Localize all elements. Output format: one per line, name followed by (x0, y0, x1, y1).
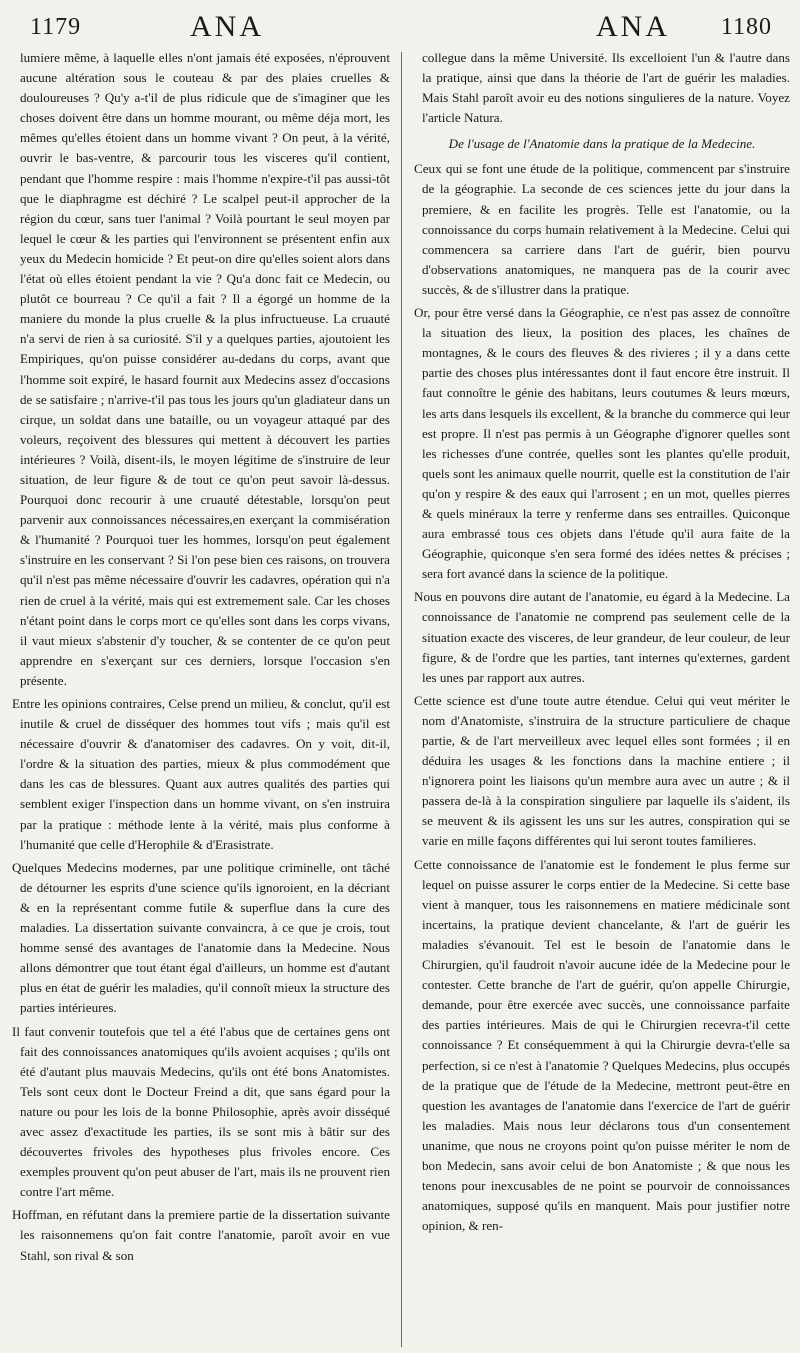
paragraph: Entre les opinions contraires, Celse prend un milieu, & conclut, qu'il est inutile & cruel de disséquer des hommes tout vifs ; mais qu'il est nécessaire d'ouvrir & d'anatomiser des cadavres. On y voit, dit-il, l'ordre & la situation des parties, mieux & plus commodément que dans les cas de blessures. Quant aux autres qualités des parties qui semblent exiger l'inspection dans un homme vivant, on s'en instruira par la pratique : méthode lente à la vérité, mais plus conforme à l'humanité que celle d'Herophile & d'Erasistrate. (12, 696, 390, 852)
headword-right: ANA (596, 10, 670, 43)
section-title: De l'usage de l'Anatomie dans la pratique de la Medecine. (448, 136, 756, 152)
paragraph: Cette connoissance de l'anatomie est le fondement le plus ferme sur lequel on puisse assurer le corps entier de la Medecine. Si cette base vient à manquer, tous les raisonnemens en matiere médicinale sont incertains, la pratique devient chancelante, & l'art de guérir les maladies s'évanouit. Tel est le besoin de l'anatomie dans le Chirurgien, qu'il faudroit n'avoir aucune idée de la Medecine pour le contester. Cette branche de l'art de guérir, qu'on appelle Chirurgie, demande, pour être exercée avec succès, une connoissance parfaite des parties intérieures. Mais de qui le Chirurgien recevra-t'il cette connoissance ? Et conséquemment à qui la Chirurgie devra-t'elle sa perfection, si ce n'est à l'anatomie ? Quelques Medecins, plus occupés de la pratique que de l'étude de la Medecine, mettront peut-être en question les avantages de l'anatomie dans l'exercice de l'art de guérir les maladies. Mais nous leur déclarons tous d'un consentement unanime, que nous ne croyons point qu'on puisse mériter le nom de bon Medecin, sans avoir celui de bon Anatomiste ; & que nous les tenons pour inexcusables de ne point se pourvoir de connoissances anatomiques, supposé qu'ils en manquent. Mais pour justifier notre opinion, & ren- (414, 856, 790, 1234)
left-column (12, 48, 390, 1347)
paragraph: Hoffman, en réfutant dans la premiere partie de la dissertation suivante les raisonnemens qu'on fait contre l'anatomie, paroît avoir en vue Stahl, son rival & son (12, 1207, 390, 1263)
running-header (8, 6, 792, 50)
headword-left: ANA (190, 10, 264, 43)
paragraph: Cette science est d'une toute autre étendue. Celui qui veut mériter le nom d'Anatomiste, s'instruira de la structure particuliere de chaque partie, & de l'art merveilleux avec lequel elles sont formées ; il en déduira les usages & les fonctions dans la machine entiere ; il n'ignorera point les liaisons qu'un membre aura avec un autre ; & il passera de-là à la conspiration singuliere par laquelle ils s'aident, ils se meuvent & ils agissent les uns sur les autres, conspiration qui se varie en mille façons différentes qui lui seront toutes familieres. (414, 692, 790, 849)
column-divider (401, 52, 402, 1347)
right-column (414, 48, 790, 1347)
page-number-right: 1180 (720, 14, 772, 40)
paragraph: Nous en pouvons dire autant de l'anatomie, eu égard à la Medecine. La connoissance de l'anatomie ne comprend pas seulement celle de la situation exacte des visceres, de leur grandeur, de leur couleur, de leur figure, & de l'ordre que les parties, tant internes qu'externes, gardent les unes par rapport aux autres. (414, 589, 790, 685)
page-number-left: 1179 (30, 14, 82, 40)
paragraph: Or, pour être versé dans la Géographie, ce n'est pas assez de connoître la situation des lieux, la position des places, les chaînes de montagnes, & le cours des fleuves & des rivieres ; il y a dans cette partie des choses plus intéressantes dont il faut encore être instruit. Il faut connoître le génie des habitans, leurs coutumes & leurs mœurs, les arts dans lesquels ils excellent, & la branche du commerce qui leur est propre. Il n'est pas permis à un Géographe d'ignorer quelles sont les richesses d'une contrée, quelles sont les plantes qu'elle produit, quels sont les animaux quelle nourrit, quelle est la constitution de l'air qu'on y respire & des eaux qui l'arrosent ; en un mot, quelles pierres & quels minéraux la terre y renferme dans ses entrailles. Quiconque aura embrassé tous ces objets dans l'étude qu'il aura faite de la Géographie, quiconque s'en sera formé des idées nettes & précises ; sera fort avancé dans la science de la politique. (414, 305, 790, 582)
paragraph: Quelques Medecins modernes, par une politique criminelle, ont tâché de détourner les esprits d'une science qu'ils ignoroient, en la décriant & en la représentant comme futile & superflue dans la cure des maladies. La dissertation suivante convaincra, à ce que je crois, tout homme sensé des avantages de l'anatomie dans la Medecine. Nous allons démontrer que tout étant égal d'ailleurs, un homme est d'autant plus en état de guérir les maladies, qu'il connoît mieux la structure des parties intérieures. (12, 859, 390, 1016)
paragraph: lumiere même, à laquelle elles n'ont jamais été exposées, n'éprouvent aucune altération sous le couteau & par des plaies cruelles & douloureuses ? Qu'y a-t'il de plus ridicule que de s'imaginer que les choses doivent être dans un homme mourant, ou même déja mort, les mêmes qu'elles étoient dans un homme vivant ? On peut, à la vérité, ouvrir le bas-ventre, & parcourir tous les visceres qu'il contient, pendant que l'homme respire : mais l'homme n'expire-t'il pas aussi-tôt que le diaphragme est déchiré ? Le scalpel peut-il approcher de la région du cœur, sans tuer l'animal ? Voilà pourtant le seul moyen par lequel le cœur & les parties qui l'environnent se présentent enfin aux yeux du Medecin homicide ? Et peut-on dire qu'elles soient alors dans l'état où elles étoient pendant la vie ? Qu'a donc fait ce Medecin, ou plutôt ce bourreau ? Ce qu'il a fait ? Il a égorgé un homme de la maniere du monde la plus cruelle & la plus infructueuse. La cruauté n'a servi de rien à sa curiosité. S'il y a quelques parties, ajoutoient les Empiriques, qu'on puisse considérer au-dedans du corps, avant que l'homme soit expiré, le hasard fournit aux Medecins assez d'occasions de se satisfaire ; n'arrive-t'il pas tous les jours qu'un gladiateur dans un cirque, un soldat dans une bataille, ou un voyageur attaqué par des voleurs, reçoivent des blessures qui mettent à découvert les parties intérieures ? Voilà, disent-ils, le moyen légitime de s'instruire de leur situation, de leur figure & de tout ce qu'on peut savoir là-dessus. Pourquoi donc recourir à une cruauté détestable, lorsqu'on peut parvenir aux connoissances nécessaires,en exerçant la commisération & l'humanité ? Pourquoi tuer les hommes, lorsqu'on peut également s'instruire en les conservant ? Si l'on pese bien ces raisons, on trouvera qu'il n'est pas même nécessaire d'ouvrir les cadavres, opération qui n'a rien de cruel à la vérité, mais qui est extremement sale. Car les choses n'étant point dans le corps mort ce qu'elles sont dans les corps vivans, il vaut mieux s'abstenir d'y toucher, & se contenter de ce qu'on peut apprendre en s'exerçant sur ces derniers, lorsque l'occasion s'en présente. (20, 50, 390, 688)
paragraph: collegue dans la même Université. Ils excelloient l'un & l'autre dans la pratique, ainsi que dans la théorie de l'art de guérir les maladies. Mais Stahl paroît avoir eu des notions singulieres de la nature. Voyez l'article Natura. (422, 50, 790, 126)
paragraph: Il faut convenir toutefois que tel a été l'abus que de certaines gens ont fait des connoissances anatomiques qu'ils avoient acquises ; qu'ils ont été d'autant plus mauvais Medecins, qu'ils ont été bons Anatomistes. Tels sont ceux dont le Docteur Freind a dit, que sans égard pour la nature ou pour les lois de la bonne Philosophie, après avoir disséqué avec assez d'exactitude les parties, ils se sont mis à bâtir sur des découvertes frivoles des hypotheses plus frivoles encore. Ces exemples prouvent qu'on peut abuser de l'art, mais ils ne prouvent rien contre l'art même. (12, 1023, 390, 1200)
paragraph: Ceux qui se font une étude de la politique, commencent par s'instruire de la géographie. La seconde de ces sciences jette du jour dans la premiere, & en facilite les progrès. Telle est l'anatomie, ou la connoissance du corps humain relativement à la Medecine. Celui qui commencera sa carriere dans l'art de guérir, bien pourvu d'observations anatomiques, ne manquera pas de la courir avec succès, & de s'illustrer dans la pratique. (414, 161, 790, 297)
